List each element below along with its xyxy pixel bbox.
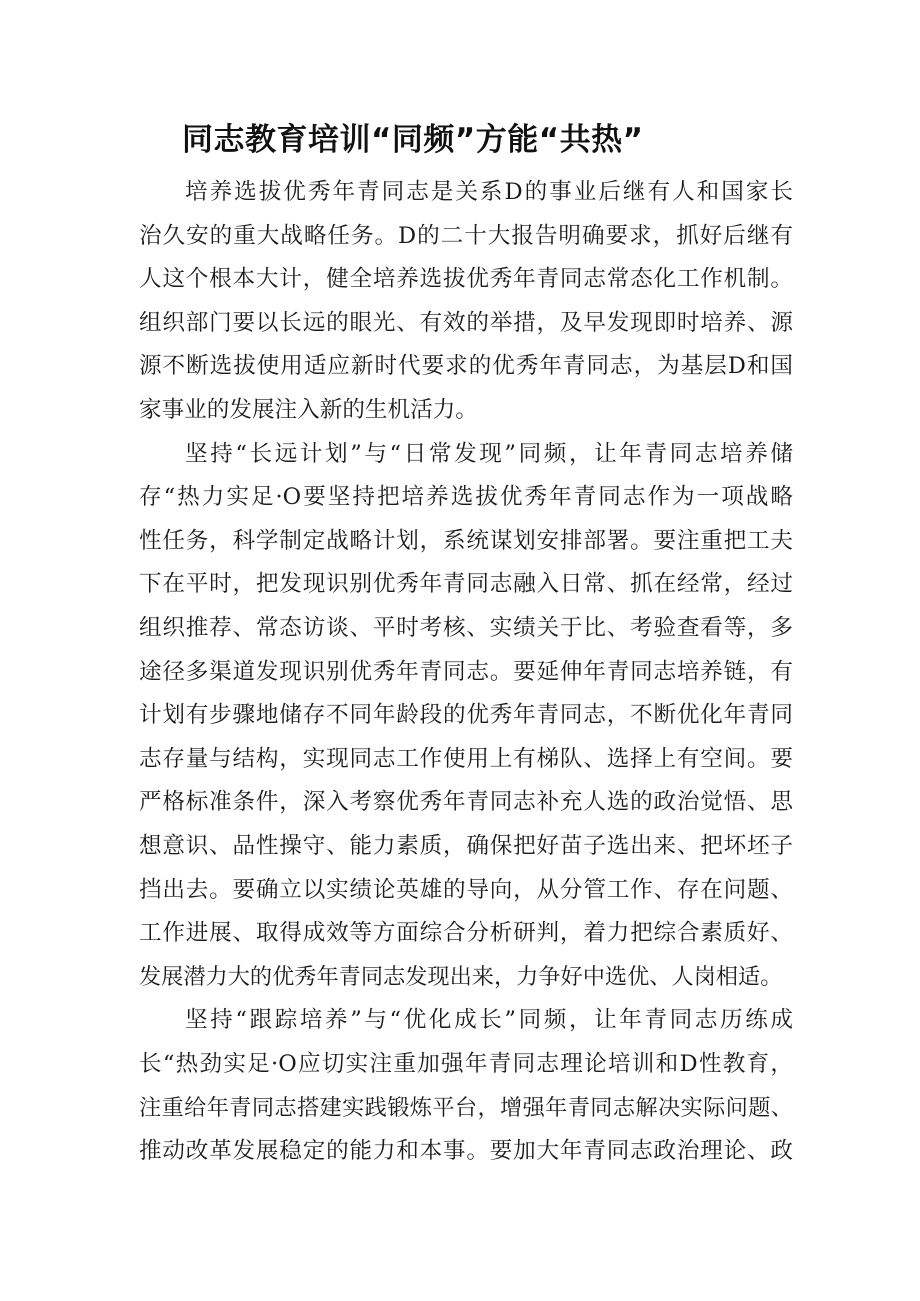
body-line: 家事业的发展注入新的生机活力。 (139, 397, 478, 423)
body-line: 途径多渠道发现识别优秀年青同志。要延伸年青同志培养链，有 (139, 658, 793, 685)
body-line: 想意识、品性操守、能力素质，确保把好苗子选出来、把坏坯子 (139, 833, 793, 859)
body-line: 挡出去。要确立以实绩论英雄的导向，从分管工作、存在问题、 (139, 876, 793, 903)
body-line: 志存量与结构，实现同志工作使用上有梯队、选择上有空间。要 (139, 745, 793, 772)
body-line: 性任务，科学制定战略计划，系统谋划安排部署。要注重把工夫 (139, 527, 793, 554)
body-line: 下在平时，把发现识别优秀年青同志融入日常、抓在经常，经过 (139, 571, 793, 598)
body-line: 发展潜力大的优秀年青同志发现出来，力争好中选优、人岗相适。 (139, 963, 783, 990)
body-line: 源不断选拔使用适应新时代要求的优秀年青同志，为基层D和国 (139, 353, 793, 380)
body-line: 治久安的重大战略任务。D的二十大报告明确要求，抓好后继有 (139, 222, 793, 249)
body-line: 组织部门要以长远的眼光、有效的举措，及早发现即时培养、源 (139, 309, 793, 336)
body-line: 存“热力实足·O要坚持把培养选拔优秀年青同志作为一项战略 (139, 484, 793, 511)
body-line: 坚持“长远计划”与“日常发现”同频，让年青同志培养储 (185, 440, 793, 467)
document-title: 同志教育培训“同频”方能“共热” (182, 122, 644, 158)
body-line: 计划有步骤地储存不同年龄段的优秀年青同志，不断优化年青同 (139, 702, 793, 729)
body-line: 组织推荐、常态访谈、平时考核、实绩关于比、考验查看等，多 (139, 615, 793, 641)
body-line: 注重给年青同志搭建实践锻炼平台，增强年青同志解决实际问题、 (139, 1094, 793, 1121)
body-line: 坚持“跟踪培养”与“优化成长”同频，让年青同志历练成 (185, 1007, 793, 1034)
body-line: 严格标准条件，深入考察优秀年青同志补充人选的政治觉悟、思 (139, 789, 793, 816)
body-line: 培养选拔优秀年青同志是关系D的事业后继有人和国家长 (185, 179, 793, 205)
body-line: 长“热劲实足·O应切实注重加强年青同志理论培训和D性教育， (139, 1051, 793, 1077)
body-line: 工作进展、取得成效等方面综合分析研判，着力把综合素质好、 (139, 920, 793, 947)
body-line: 人这个根本大计，健全培养选拔优秀年青同志常态化工作机制。 (139, 266, 793, 293)
body-line: 推动改革发展稳定的能力和本事。要加大年青同志政治理论、政 (139, 1138, 793, 1165)
